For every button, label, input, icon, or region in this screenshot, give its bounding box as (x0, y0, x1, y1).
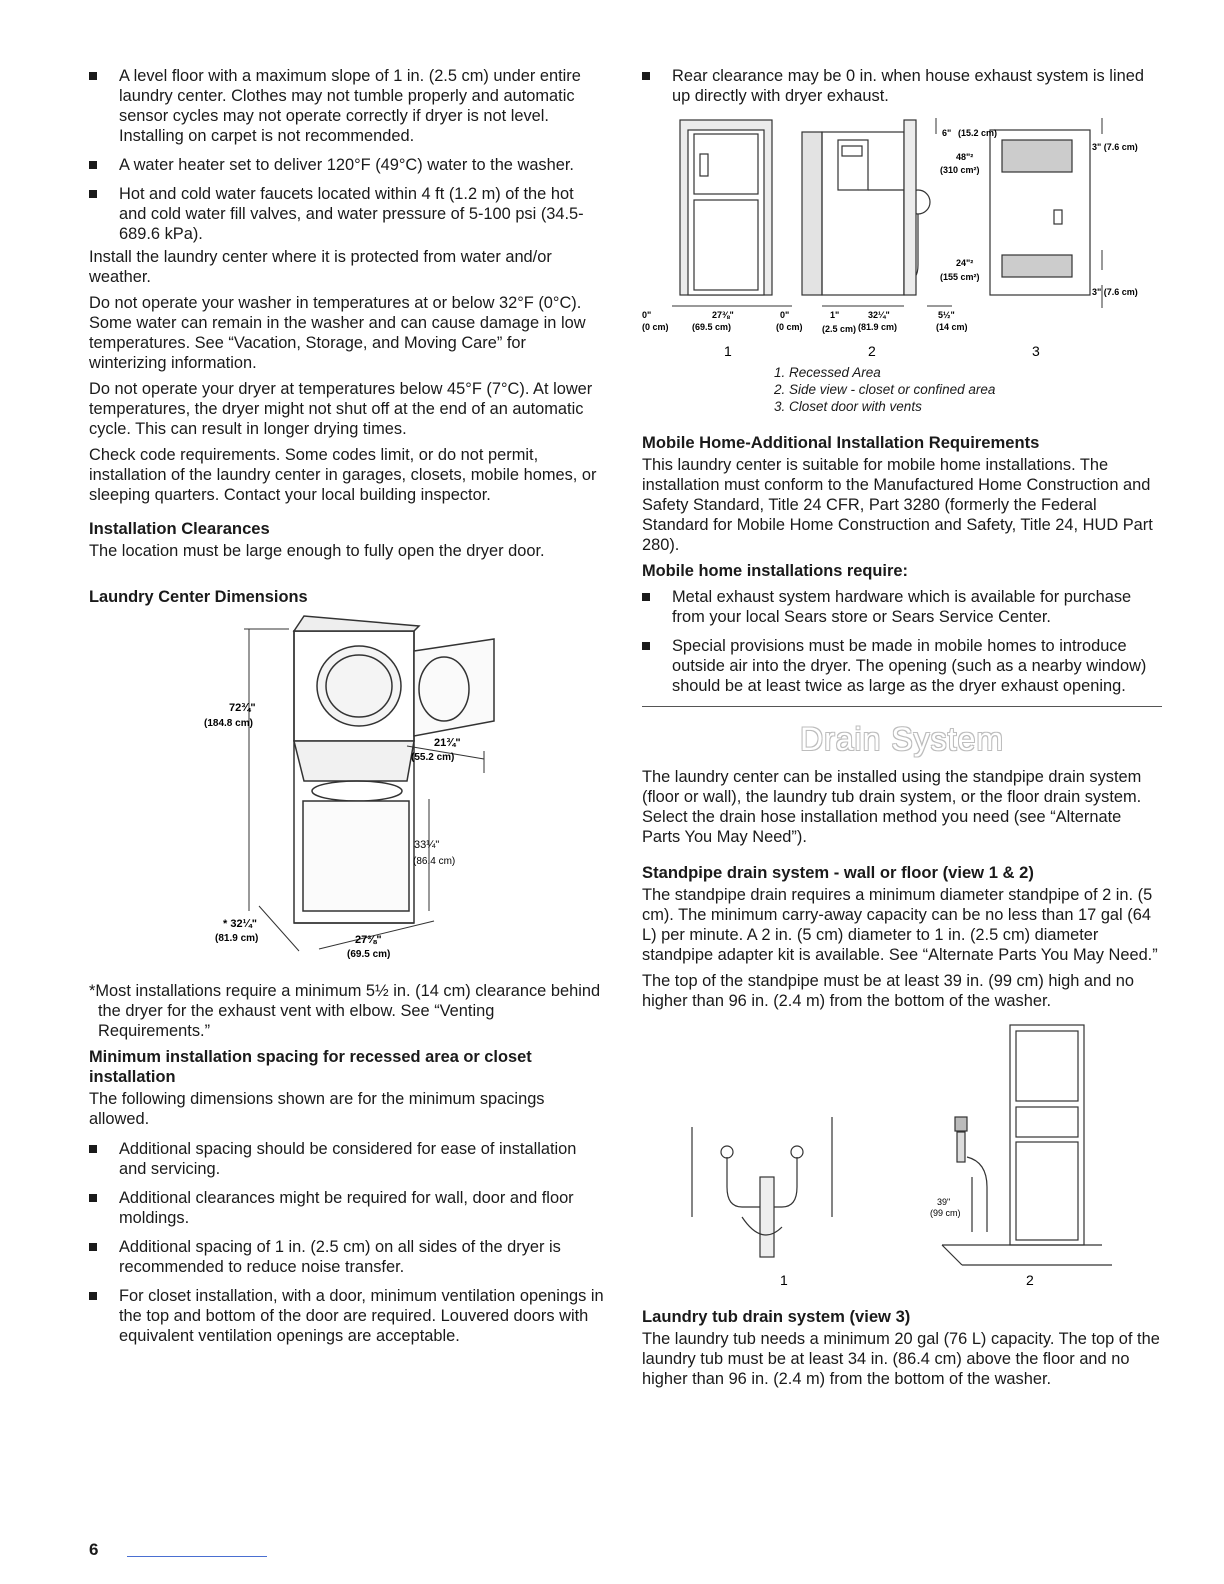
paragraph: This laundry center is suitable for mobile home installations. The installation must conform to the Manufactured Home Construction and Safety Standard, Title 24 CFR, Part 3280 (formerly the Federal Standard for Mobile Home Construction and Safety, Title 24, HUD Part 280). (642, 456, 1153, 554)
list-item: A water heater set to deliver 120°F (49°C) water to the washer. (89, 155, 604, 175)
bullet-square-icon (89, 1243, 97, 1251)
paragraph: The top of the standpipe must be at least 39 in. (99 cm) high and no higher than 96 in. (2.4 m) from the bottom of the washer. (642, 972, 1135, 1010)
paragraph: Install the laundry center where it is protected from water and/or weather. (89, 248, 552, 286)
list-item: Hot and cold water faucets located within 4 ft (1.2 m) of the hot and cold water fill valves, and water pressure of 5-100 psi (34.5-689.6 kPa). (89, 184, 604, 244)
laundry-center-illustration (89, 611, 604, 981)
washer-cm-label: (86.4 cm) (413, 856, 456, 867)
closet-spacing-illustration (642, 110, 1162, 370)
width-cm-label: (69.5 cm) (347, 949, 391, 960)
depth-cm-label: (81.9 cm) (215, 933, 259, 944)
requirements-list (89, 66, 604, 244)
height-label: 39" (937, 1197, 951, 1207)
section-heading: Laundry tub drain system (view 3) (642, 1307, 911, 1326)
vent-bottom-cm-label: (155 cm²) (940, 272, 980, 282)
one-inch-label: 1" (830, 310, 840, 320)
bullet-square-icon (89, 72, 97, 80)
caption: 1. Recessed Area (774, 365, 881, 380)
left-zero-cm-label: (0 cm) (642, 322, 669, 332)
spacing-list (89, 1139, 604, 1346)
top-gap-label: 6" (942, 128, 952, 138)
paragraph: The laundry tub needs a minimum 20 gal (76 L) capacity. The top of the laundry tub must be at least 34 in. (86.4 cm) above the floor and no higher than 96 in. (2.4 m) from the bottom of the washer. (642, 1330, 1160, 1388)
closet-spacing-figure (642, 110, 1162, 370)
view-number-2: 2 (868, 343, 876, 359)
depth-label: 32¼" (868, 310, 890, 320)
subsection-heading: Minimum installation spacing for recessed area or closet installation (89, 1048, 532, 1086)
view-number-1: 1 (724, 343, 732, 359)
footer-rule (127, 1556, 267, 1557)
subsection-heading: Mobile home installations require: (642, 562, 908, 580)
view-number-1: 1 (780, 1272, 788, 1288)
drain-system-title: Drain System (799, 721, 1005, 757)
vent-bottom-label: 24"² (956, 258, 974, 268)
width-label: 27⅜" (712, 310, 734, 320)
caption: 3. Closet door with vents (774, 399, 922, 414)
caption: 2. Side view - closet or confined area (774, 382, 996, 397)
list-item: Additional spacing should be considered for ease of installation and servicing. (89, 1139, 604, 1179)
view-number-2: 2 (1026, 1272, 1034, 1288)
paragraph: The laundry center can be installed using the standpipe drain system (floor or wall), the laundry tub drain system, or the floor drain system. Select the drain hose installation method you need (see “Alternate Parts You May Need”). (642, 768, 1142, 846)
paragraph: The following dimensions shown are for the minimum spacings allowed. (89, 1090, 545, 1128)
list-item: Metal exhaust system hardware which is available for purchase from your local Sears store or Sears Service Center. (642, 587, 1162, 627)
paragraph: Do not operate your dryer at temperatures below 45°F (7°C). At lower temperatures, the dryer might not shut off at the end of an automatic cycle. This can result in longer drying times. (89, 380, 593, 438)
paragraph: Check code requirements. Some codes limit, or do not permit, installation of the laundry center in garages, closets, mobile homes, or sleeping quarters. Contact your local building inspector. (89, 446, 597, 504)
vent-top-label: 48"² (956, 152, 974, 162)
page-number: 6 (89, 1540, 99, 1559)
height-cm-label: (184.8 cm) (204, 718, 253, 729)
right-zero-label: 0" (780, 310, 790, 320)
depth-cm-label: (81.9 cm) (858, 322, 898, 332)
drain-illustration (642, 1017, 1162, 1295)
list-item: Additional clearances might be required for wall, door and floor moldings. (89, 1188, 604, 1228)
section-divider (642, 706, 1162, 707)
one-inch-cm-label: (2.5 cm) (822, 324, 857, 334)
right-zero-cm-label: (0 cm) (776, 322, 803, 332)
rear-cm-label: (14 cm) (936, 322, 968, 332)
height-cm-label: (99 cm) (930, 1208, 961, 1218)
rear-label: 5½" (938, 310, 955, 320)
footnote: *Most installations require a minimum 5½ in. (14 cm) clearance behind the dryer for the exhaust vent with elbow. See “Venting Requirements.” (89, 982, 601, 1040)
figure-captions (774, 364, 1162, 415)
door-label: 21¾" (434, 737, 461, 749)
list-item: Additional spacing of 1 in. (2.5 cm) on all sides of the dryer is recommended to reduce noise transfer. (89, 1237, 604, 1277)
list-item: For closet installation, with a door, minimum ventilation openings in the top and bottom of the door are required. Louvered doors with equivalent ventilation openings are acceptable. (89, 1286, 604, 1346)
bullet-square-icon (642, 72, 650, 80)
left-column (89, 66, 604, 1355)
door-cm-label: (55.2 cm) (411, 752, 455, 763)
drain-figure (642, 1017, 1162, 1295)
mobile-list (642, 587, 1162, 696)
paragraph: The standpipe drain requires a minimum diameter standpipe of 2 in. (5 cm). The minimum carry-away capacity can be no less than 17 gal (64 L) per minute. A 2 in. (5 cm) diameter to 1 in. (2.5 cm) diameter standpipe adapter kit is available. See “Alternate Parts You May Need.” (642, 886, 1158, 964)
paragraph: The location must be large enough to fully open the dryer door. (89, 542, 545, 560)
bullet-square-icon (89, 161, 97, 169)
list-item: Rear clearance may be 0 in. when house exhaust system is lined up directly with dryer exhaust. (642, 66, 1162, 106)
depth-label: * 32¼" (223, 918, 257, 930)
washer-label: 33¼" (414, 839, 440, 851)
section-heading: Mobile Home-Additional Installation Requirements (642, 433, 1040, 452)
top-gap-cm-label: (15.2 cm) (958, 128, 998, 138)
door-bottom-label: 3" (7.6 cm) (1092, 287, 1138, 297)
list-item: Special provisions must be made in mobile homes to introduce outside air into the dryer. The opening (such as a nearby window) should be at least twice as large as the dryer exhaust opening. (642, 636, 1162, 696)
bullet-square-icon (642, 642, 650, 650)
bullet-square-icon (89, 1292, 97, 1300)
width-cm-label: (69.5 cm) (692, 322, 732, 332)
bullet-square-icon (89, 1194, 97, 1202)
view-number-3: 3 (1032, 343, 1040, 359)
paragraph: Do not operate your washer in temperatures at or below 32°F (0°C). Some water can remain in the washer and can cause damage in low temperatures. See “Vacation, Storage, and Moving Care” for winterizing information. (89, 294, 586, 372)
vent-top-cm-label: (310 cm²) (940, 165, 980, 175)
right-column (642, 66, 1162, 1395)
bullet-square-icon (642, 593, 650, 601)
height-label: 72¾" (229, 702, 256, 714)
bullet-square-icon (89, 1145, 97, 1153)
list-item: A level floor with a maximum slope of 1 in. (2.5 cm) under entire laundry center. Clothes may not tumble properly and automatic sensor cycles may not operate correctly if dryer is not level. Installing on carpet is not recommended. (89, 66, 604, 146)
section-heading: Installation Clearances (89, 519, 270, 538)
subsection-heading: Laundry Center Dimensions (89, 588, 308, 606)
door-top-label: 3" (7.6 cm) (1092, 142, 1138, 152)
rear-clearance-list (642, 66, 1162, 106)
section-heading: Standpipe drain system - wall or floor (view 1 & 2) (642, 863, 1034, 882)
bullet-square-icon (89, 190, 97, 198)
left-zero-label: 0" (642, 310, 652, 320)
width-label: 27⅜" (355, 934, 382, 946)
laundry-center-dimensions-figure (89, 611, 604, 981)
